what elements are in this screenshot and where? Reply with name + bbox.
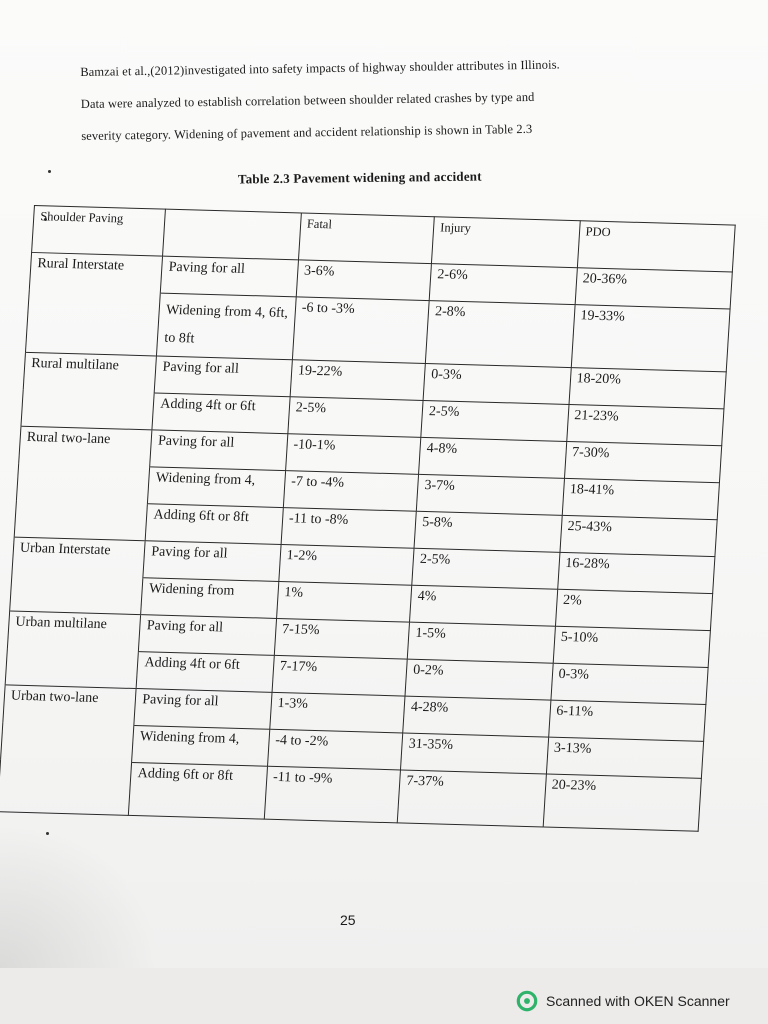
group-cell: Urban multilane bbox=[7, 611, 141, 652]
injury-cell: 0-2% bbox=[405, 659, 553, 700]
treatment-cell: Paving for all bbox=[134, 689, 272, 730]
group-cell bbox=[0, 759, 132, 816]
group-cell bbox=[14, 500, 148, 541]
body-paragraph bbox=[80, 46, 693, 152]
group-cell: Urban Interstate bbox=[12, 537, 146, 578]
injury-cell: 31-35% bbox=[401, 733, 549, 774]
pdo-cell: 25-43% bbox=[559, 515, 717, 556]
injury-cell: 3-7% bbox=[416, 474, 564, 515]
pdo-cell: 20-23% bbox=[543, 774, 702, 831]
fatal-cell: -11 to -9% bbox=[264, 766, 401, 823]
pdo-cell: 16-28% bbox=[557, 552, 715, 593]
pavement-widening-table bbox=[0, 205, 736, 832]
treatment-cell: Paving for all bbox=[139, 615, 277, 656]
page-shadow bbox=[0, 820, 160, 968]
pdo-cell: 5-10% bbox=[553, 626, 711, 667]
treatment-cell: Widening from 4, bbox=[148, 467, 286, 508]
treatment-cell: Widening from 4, bbox=[132, 726, 270, 767]
group-cell bbox=[10, 574, 144, 615]
scan-speck bbox=[48, 170, 51, 173]
injury-cell: 4-28% bbox=[403, 696, 551, 737]
fatal-cell: 2-5% bbox=[288, 397, 424, 438]
treatment-cell: Paving for all bbox=[161, 256, 299, 297]
pdo-cell: 3-13% bbox=[546, 737, 704, 778]
injury-cell: 2-8% bbox=[425, 301, 574, 368]
pdo-cell: 6-11% bbox=[548, 700, 706, 741]
fatal-cell: 7-17% bbox=[272, 655, 408, 696]
group-cell bbox=[21, 389, 155, 430]
fatal-cell: -11 to -8% bbox=[281, 508, 417, 549]
treatment-cell: Adding 6ft or 8ft bbox=[145, 504, 283, 545]
injury-cell: 0-3% bbox=[423, 363, 571, 404]
scanner-watermark bbox=[516, 990, 730, 1012]
paragraph-line-3: severity category. Widening of pavement and accident relationship is shown in Table 2.3 bbox=[81, 121, 533, 143]
pdo-cell: 18-20% bbox=[569, 368, 727, 409]
group-cell bbox=[16, 463, 150, 504]
group-cell: Rural two-lane bbox=[19, 426, 153, 467]
injury-cell: 4% bbox=[410, 585, 558, 626]
pdo-cell: 18-41% bbox=[562, 478, 720, 519]
group-cell: Rural Interstate bbox=[29, 252, 163, 293]
pdo-cell: 7-30% bbox=[564, 441, 722, 482]
fatal-cell: 7-15% bbox=[274, 618, 410, 659]
header-shoulder-paving: Shoulder Paving bbox=[32, 206, 166, 257]
page-number: 25 bbox=[340, 912, 356, 928]
treatment-cell: Adding 4ft or 6ft bbox=[152, 393, 290, 434]
fatal-cell: -10-1% bbox=[285, 434, 421, 475]
pdo-cell: 2% bbox=[555, 589, 713, 630]
injury-cell: 2-5% bbox=[421, 400, 569, 441]
pdo-cell: 0-3% bbox=[550, 663, 708, 704]
injury-cell: 2-6% bbox=[429, 264, 577, 305]
group-cell bbox=[25, 289, 160, 356]
scan-speck bbox=[46, 832, 49, 835]
table-title: Table 2.3 Pavement widening and accident bbox=[237, 168, 482, 187]
pdo-cell: 19-33% bbox=[571, 305, 730, 372]
fatal-cell: 1% bbox=[276, 581, 412, 622]
group-cell: Urban two-lane bbox=[3, 685, 137, 726]
paragraph-line-2: Data were analyzed to establish correlation between shoulder related crashes by type and bbox=[80, 89, 535, 111]
fatal-cell: -7 to -4% bbox=[283, 471, 419, 512]
injury-cell: 5-8% bbox=[414, 511, 562, 552]
header-pdo: PDO bbox=[577, 221, 735, 272]
treatment-cell: Widening from bbox=[141, 578, 279, 619]
header-treatment bbox=[163, 209, 301, 260]
injury-cell: 2-5% bbox=[412, 548, 560, 589]
injury-cell: 7-37% bbox=[397, 770, 546, 827]
header-fatal: Fatal bbox=[298, 213, 434, 264]
group-cell bbox=[1, 722, 135, 763]
group-cell bbox=[5, 648, 139, 689]
pdo-cell: 21-23% bbox=[566, 405, 724, 446]
injury-cell: 1-5% bbox=[407, 622, 555, 663]
treatment-cell: Paving for all bbox=[150, 430, 288, 471]
fatal-cell: 3-6% bbox=[296, 260, 432, 301]
treatment-cell: Paving for all bbox=[155, 356, 293, 397]
header-injury: Injury bbox=[432, 217, 580, 268]
fatal-cell: 19-22% bbox=[290, 360, 426, 401]
treatment-cell: Widening from 4, 6ft, to 8ft bbox=[157, 293, 296, 360]
paragraph-line-1: Bamzai et al.,(2012)investigated into safety impacts of highway shoulder attributes in Illinois. bbox=[80, 57, 560, 79]
fatal-cell: 1-2% bbox=[279, 545, 415, 586]
treatment-cell: Paving for all bbox=[143, 541, 281, 582]
fatal-cell: -6 to -3% bbox=[292, 297, 429, 364]
group-cell: Rural multilane bbox=[23, 352, 157, 393]
watermark-text: Scanned with OKEN Scanner bbox=[546, 993, 730, 1009]
oken-scanner-logo-icon bbox=[516, 990, 538, 1012]
treatment-cell: Adding 6ft or 8ft bbox=[129, 762, 268, 819]
treatment-cell: Adding 4ft or 6ft bbox=[136, 652, 274, 693]
fatal-cell: 1-3% bbox=[270, 692, 406, 733]
injury-cell: 4-8% bbox=[419, 437, 567, 478]
fatal-cell: -4 to -2% bbox=[267, 729, 403, 770]
pdo-cell: 20-36% bbox=[575, 268, 733, 309]
